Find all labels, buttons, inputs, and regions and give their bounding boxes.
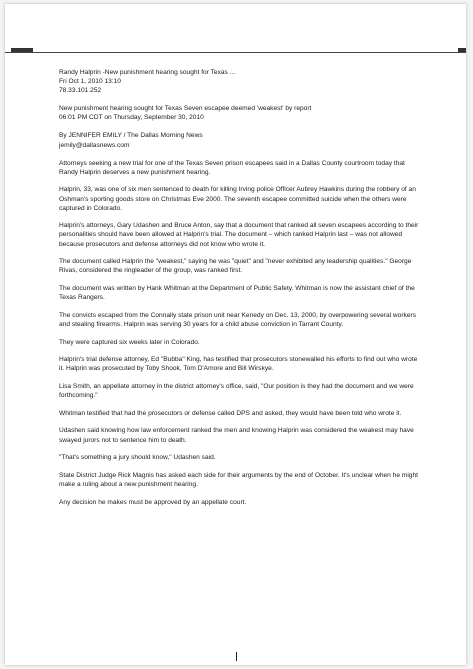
article-headline: New punishment hearing sought for Texas Seven escapee deemed 'weakest' by report — [59, 105, 312, 113]
article-paragraph: Halprin, 33, was one of six men sentenced to death for killing Irving police Officer Aubrey Hawkins during the robbery of an Oshman's sporting goods store on Christmas Eve 2000. The seventh escapee committed suicide when the others were captured in Colorado. — [59, 186, 416, 212]
article-paragraph: Attorneys seeking a new trial for one of the Texas Seven prison escapees said in a Dallas County courtroom today that Randy Halprin deserves a new punishment hearing. — [59, 159, 405, 176]
article-byline-block — [59, 131, 419, 149]
article-paragraph: The document was written by Hank Whitman at the Department of Public Safety. Whitman is now the assistant chief of the Texas Rangers. — [59, 284, 415, 302]
article-paragraph: State District Judge Rick Magnis has asked each side for their arguments by the end of October. It's unclear when he might make a ruling about a new punishment hearing. — [59, 471, 418, 489]
email-subject: Randy Halprin -New punishment hearing sought for Texas ... — [59, 69, 236, 76]
article-email: jemily@dallasnews.com — [59, 141, 130, 149]
email-header — [59, 68, 419, 95]
article-paragraph: They were captured six weeks later in Colorado. — [59, 338, 200, 346]
email-date: Fri Oct 1, 2010 13:10 — [59, 78, 121, 86]
article-paragraph: Halprin's trial defense attorney, Ed "Bubba" King, has testified that prosecutors stonewalled his efforts to find out who wrote it. Halprin was prosecuted by Toby Shook, Tom D'Amore and Bill Wirskye. — [59, 356, 418, 373]
article-paragraph: "That's something a jury should know," Udashen said. — [59, 454, 216, 462]
article-timestamp: 06:01 PM CDT on Thursday, September 30, 2010 — [59, 114, 204, 122]
scanned-page — [5, 4, 466, 665]
scan-fold-line — [5, 52, 466, 53]
article-paragraph: Halprin's attorneys, Gary Udashen and Bruce Anton, say that a document that ranked all seven escapees according to their personalities should have been allowed at Halprin's trial. The document – which ranked Halprin last – was not allowed because prosecutors and defense attorneys did not know who wrote it. — [59, 222, 419, 248]
document-body — [59, 68, 419, 515]
scan-bottom-mark — [236, 652, 237, 661]
article-heading-block — [59, 104, 419, 122]
article-paragraph: Lisa Smith, an appellate attorney in the district attorney's office, said, "Our position is they had the document and we were forthcoming." — [59, 383, 414, 400]
article-byline: By JENNIFER EMILY / The Dallas Morning News — [59, 132, 203, 140]
article-paragraph: Whitman testified that had the prosecutors or defense called DPS and asked, they would have been told who wrote it. — [59, 409, 402, 417]
scan-edge-mark-right — [458, 48, 466, 52]
article-paragraph: Any decision he makes must be approved by an appellate court. — [59, 498, 247, 506]
article-paragraph: The document called Halprin the "weakest," saying he was "quiet" and "never exhibited any leadership qualities." George Rivas, considered the ringleader of the group, was ranked first. — [59, 258, 412, 275]
article-paragraph: Udashen said knowing how law enforcement ranked the men and knowing Halprin was considered the weakest may have swayed jurors not to sentence him to death. — [59, 427, 414, 444]
email-sender-ip: 78.33.101.252 — [59, 87, 102, 95]
article-paragraph: The convicts escaped from the Connally state prison unit near Kenedy on Dec. 13, 2000, by overpowering several workers and stealing firearms. Halprin was serving 30 years for a child abuse conviction in Tarrant County. — [59, 311, 416, 328]
